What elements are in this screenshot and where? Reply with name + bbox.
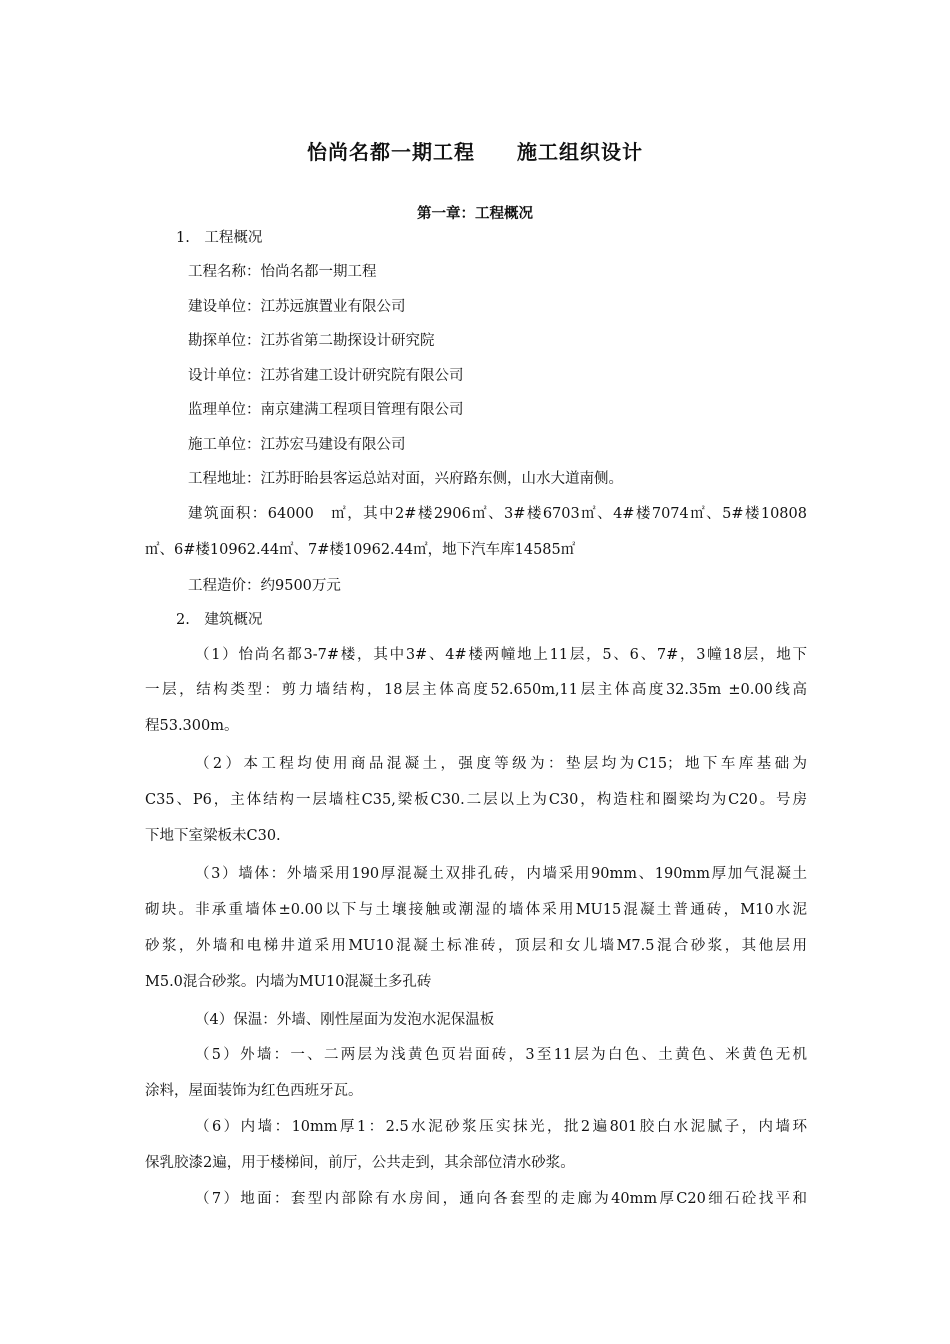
paragraph-line: 涂料，屋面装饰为红色西班牙瓦。 [145,1083,363,1099]
paragraph-line: （7）地面：套型内部除有水房间，通向各套型的走廊为40mm厚C20细石砼找平和 [195,1191,807,1207]
paragraph-line: C35、P6，主体结构一层墙柱C35,梁板C30.二层以上为C30，构造柱和圈梁均为C20。号房 [145,792,807,808]
paragraph-line: （1）怡尚名都3-7#楼，其中3#、4#楼两幢地上11层，5、6、7#，3幢18层，地下 [195,647,807,663]
field-area-line-1: 建筑面积：64000 ㎡，其中2#楼2906㎡、3#楼6703㎡、4#楼7074㎡、5#楼10808 [188,506,807,522]
field-area-line-2: ㎡、6#楼10962.44㎡、7#楼10962.44㎡，地下汽车库14585㎡ [145,542,576,558]
field-cost: 工程造价：约9500万元 [188,578,341,594]
paragraph-line: （4）保温：外墙、刚性屋面为发泡水泥保温板 [195,1012,495,1028]
field-contractor: 施工单位：江苏宏马建设有限公司 [188,437,406,453]
field-project-name: 工程名称：怡尚名都一期工程 [188,264,377,280]
paragraph-line: 下地下室梁板未C30. [145,828,281,844]
paragraph-line: （5）外墙：一、二两层为浅黄色页岩面砖，3至11层为白色、土黄色、米黄色无机 [195,1047,807,1063]
chapter-heading: 第一章：工程概况 [417,206,533,222]
paragraph-line: 砂浆，外墙和电梯井道采用MU10混凝土标准砖，顶层和女儿墙M7.5混合砂浆，其他层用 [145,938,807,954]
paragraph-line: 砌块。非承重墙体±0.00以下与土壤接触或潮湿的墙体采用MU15混凝土普通砖，M10水泥 [145,902,807,918]
paragraph-line: 一层，结构类型：剪力墙结构，18层主体高度52.650m,11层主体高度32.35m ±0.00线高 [145,682,807,698]
field-survey-unit: 勘探单位：江苏省第二勘探设计研究院 [188,333,435,349]
paragraph-line: （3）墙体：外墙采用190厚混凝土双排孔砖，内墙采用90mm、190mm厚加气混凝土 [195,866,807,882]
section-heading-2: 2. 建筑概况 [176,612,263,628]
paragraph-line: （6）内墙：10mm厚1：2.5水泥砂浆压实抹光，批2遍801胶白水泥腻子，内墙环 [195,1119,807,1135]
paragraph-line: M5.0混合砂浆。内墙为MU10混凝土多孔砖 [145,974,432,990]
paragraph-line: （2）本工程均使用商品混凝土，强度等级为：垫层均为C15；地下车库基础为 [195,756,807,772]
field-address: 工程地址：江苏盱眙县客运总站对面，兴府路东侧，山水大道南侧。 [188,471,623,487]
field-design-unit: 设计单位：江苏省建工设计研究院有限公司 [188,368,464,384]
document-title: 怡尚名都一期工程 施工组织设计 [307,140,643,164]
paragraph-line: 保乳胶漆2遍，用于楼梯间，前厅，公共走到，其余部位清水砂浆。 [145,1155,575,1171]
field-supervisor: 监理单位：南京建满工程项目管理有限公司 [188,402,464,418]
section-heading-1: 1. 工程概况 [176,230,263,246]
paragraph-line: 程53.300m。 [145,718,239,734]
field-developer: 建设单位：江苏远旗置业有限公司 [188,299,406,315]
